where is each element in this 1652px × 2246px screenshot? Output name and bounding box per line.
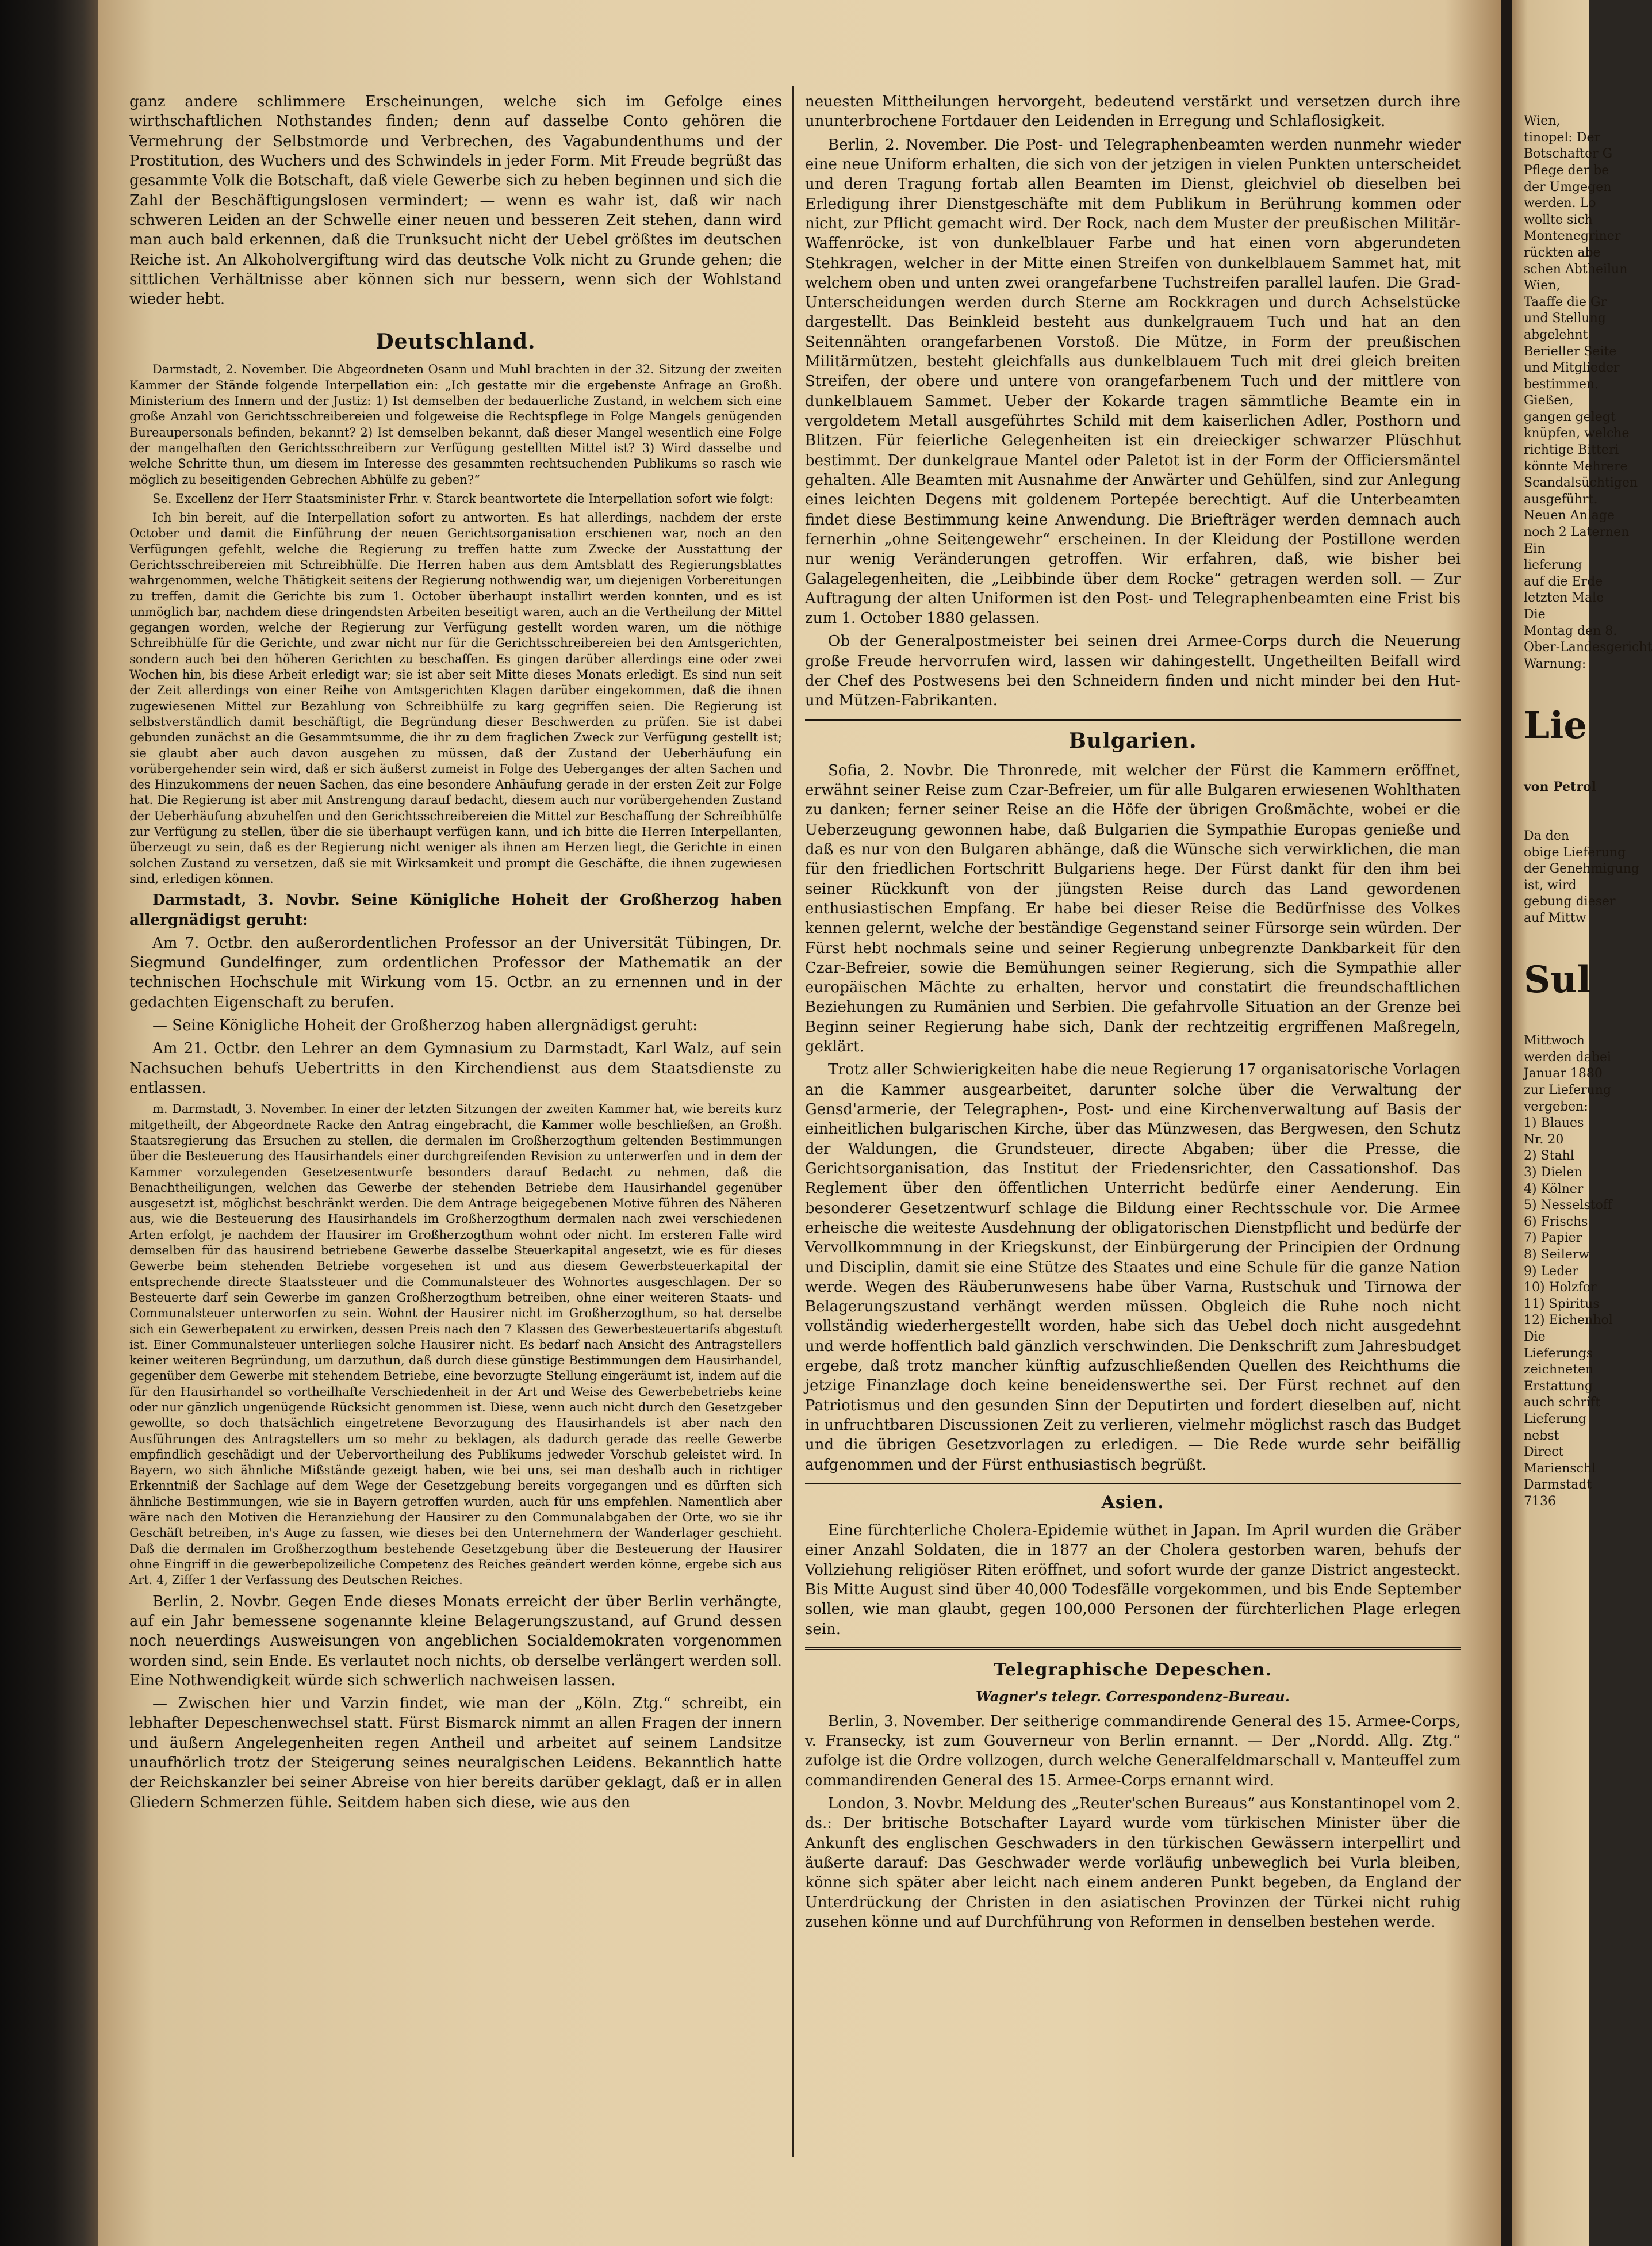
article-paragraph: — Seine Königliche Hoheit der Großherzog haben allergnädigst geruht: xyxy=(152,1017,698,1035)
article-darmstadt-ernennung: Darmstadt, 3. Novbr. Seine Königliche Hoheit der Großherzog haben allergnädigst geruht: xyxy=(129,891,782,929)
column-divider xyxy=(792,86,794,2157)
adjacent-page-ad-text-2: Mittwoch werden dabei Januar 1880 zur Lieferung vergeben: 1) Blaues Nr. 20 2) Stahl 3) Dielen 4) Kölner 5) Nesselstoff 6) Frischs 7) Papier 8) Seilerw 9) Leder 10) Holzfor 11) Spiritus 12) Eichenhol Die Lieferungs zeichneten Erstattung auch schrift Lieferung nebst Direct Marienschl Darmstadt 7136 xyxy=(1524,1034,1613,1509)
adjacent-page-ad-text: Da den obige Lieferung der Genehmigung ist, wird gebung dieser auf Mittw xyxy=(1524,828,1639,925)
page-gutter xyxy=(1501,0,1512,2246)
intro-paragraph: ganz andere schlimmere Erscheinungen, welche sich im Gefolge eines wirthschaftlichen Nothstandes finden; denn auf dasselbe Conto gehören die Vermehrung der Selbstmorde und Verbrechen, des Vagabundenthums und der Prostitution, des Wuchers und des Schwindels in jeder Form. Mit Freude begrüßt das gesammte Volk die Botschaft, daß viele Gewerbe sich zu heben beginnen und sich die Zahl der Beschäftigungslosen vermindert; — wenn es wahr ist, daß wir nach schweren Leiden an der Schwelle einer neuen und besseren Zeit stehen, dann wird man auch bald erkennen, daß die Trunksucht nicht der Uebel größtes im deutschen Reiche ist. An Alkoholvergiftung wird das deutsche Volk nicht zu Grunde gehen; die sittlichen Verhältnisse aber können sich nur bessern, wenn sich der Wohlstand wieder hebt. xyxy=(129,93,782,308)
book-spine xyxy=(0,0,98,2246)
newspaper-page xyxy=(98,0,1501,2246)
section-heading-bulgarien: Bulgarien. xyxy=(1068,728,1197,753)
article-sofia: Sofia, 2. Novbr. Die Thronrede, mit welcher der Fürst die Kammern eröffnet, erwähnt seiner Reise zum Czar-Befreier, um für alle Bulgaren erwiesenen Wohlthaten zu danken; ferner seiner Reise an die Höfe der übrigen Großmächte, wobei er die Ueberzeugung gewonnen habe, daß Bulgarien die Sympathie Europas genieße und daß es nur von den Bulgaren abhänge, daß die Wünsche sich verwirklichen, die man für den friedlichen Fortschritt Bulgariens hege. Der Fürst dankt für den ihm bei seiner Rückkunft von der jüngsten Reise durch das Land gewordenen enthusiastischen Empfang. Er habe bei dieser Reise die Bedürfnisse des Volkes kennen gelernt, welche der beständige Gegenstand seiner Fürsorge sein würden. Der Fürst hebt nochmals seine und seiner Regierung unbegrenzte Dankbarkeit für den Czar-Befreier, sowie die Bemühungen seiner Regierung, sich die Sympathie aller europäischen Mächte zu erhalten, hervor und constatirt die freundschaftlichen Beziehungen zu Rumänien und Serbien. Die gefahrvolle Situation an der Grenze bei Beginn seiner Regierung habe sich, Dank der rechtzeitig ergriffenen Maßregeln, geklärt. xyxy=(805,762,1461,1056)
article-paragraph: Trotz aller Schwierigkeiten habe die neue Regierung 17 organisatorische Vorlagen an die Kammer ausgearbeitet, darunter solche über die Verwaltung der Gensd'armerie, der Telegraphen-, Post- und eine Kirchenverwaltung auf Basis der einheitlichen bulgarischen Kirche, über das Münzwesen, das Bergwesen, den Schutz der Waldungen, die Grundsteuer, directe Abgaben; über die Presse, die Gerichtsorganisation, das Institut der Friedensrichter, den Cassationshof. Das Reglement über den öffentlichen Unterricht bedürfe einer Aenderung. Ein besonderer Gesetzentwurf schlage die Bildung einer Rechtsschule vor. Die Armee erheische die weiteste Ausdehnung der obligatorischen Dienstpflicht und bedürfe der Vervollkommnung in der Kriegskunst, der Einbürgerung der Principien der Ordnung und Disciplin, damit sie eine Stütze des Staates und eine Schule für die ganze Nation werde. Wegen des Räuberunwesens habe über Varna, Rustschuk und Tirnowa der Belagerungszustand verhängt werden müssen. Obgleich die Ruhe noch nicht vollständig wiederhergestellt worden, habe sich das Uebel doch nicht ausgedehnt und werde hoffentlich bald gänzlich verschwinden. Die Denkschrift zum Jahresbudget ergebe, daß trotz mancher künftig aufzuschließenden Quellen des Reichthums die jetzige Finanzlage doch keine beneidenswerthe sei. Der Fürst rechnet auf den Patriotismus und den gesunden Sinn der Deputirten und fordert dieselben auf, nicht in unfruchtbaren Discussionen Zeit zu verlieren, vielmehr möglichst rasch das Budget und die übrigen Gesetzvorlagen zu erledigen. — Die Rede wurde sehr beifällig aufgenommen und der Fürst enthusiastisch begrüßt. xyxy=(805,1061,1461,1474)
adjacent-page-column-top: Wien, tinopel: Der Botschafter G Pflege der be der Umgegen werden. Lo wollte sich Montenegriner rückten abe schen Abtheilun Wien, Taaffe die Gr und Stellung abgelehnt Berieller Seite und Mitglieder bestimmen. Gießen, gangen gelegt knüpfen, welche richtige Bitteri könnte Mehrere Scandalsüchtigen ausgeführt. Neuen Anlage noch 2 Laternen Ein lieferung auf die Erde letzten Male Die Montag den 8. Ober-Landesgericht Warnung: xyxy=(1524,114,1652,671)
adjacent-page-ad-title-2: Sul xyxy=(1524,958,1592,1001)
article-berlin-bismarck: — Zwischen hier und Varzin findet, wie man der „Köln. Ztg.“ schreibt, ein lebhafter Depeschenwechsel statt. Fürst Bismarck nimmt an allen Fragen der innern und äußern Angelegenheiten regen Antheil und arbeitet auf seinem Landsitze unaufhörlich trotz der Steigerung seines neuralgischen Leidens. Bekanntlich hatte der Reichskanzler bei seiner Abreise von hier bereits darüber geklagt, daß er in allen Gliedern Schmerzen fühle. Seitdem haben sich diese, wie aus den xyxy=(129,1695,782,1811)
divider xyxy=(129,317,782,322)
article-paragraph: Am 7. Octbr. den außerordentlichen Professor an der Universität Tübingen, Dr. Siegmund Gundelfinger, zum ordentlichen Professor der Mathematik an der technischen Hochschule mit Wirkung vom 15. Octbr. an zu ernennen und in der gedachten Eigenschaft zu berufen. xyxy=(129,934,782,1011)
article-paragraph: Am 21. Octbr. den Lehrer an dem Gymnasium zu Darmstadt, Karl Walz, auf sein Nachsuchen behufs Uebertritts in den Kirchendienst aus dem Staatsdienste zu entlassen. xyxy=(129,1040,782,1097)
left-column xyxy=(129,92,782,1816)
section-heading-asien: Asien. xyxy=(1101,1492,1164,1513)
article-paragraph: Ob der Generalpostmeister bei seinen drei Armee-Corps durch die Neuerung große Freude hervorrufen wird, lassen wir dahingestellt. Ungetheilten Beifall wird der Chef des Postwesens bei den Schneidern finden und nicht minder bei den Hut- und Mützen-Fabrikanten. xyxy=(805,633,1461,710)
section-heading-deutschland: Deutschland. xyxy=(375,330,536,354)
bureau-subheading: Wagner's telegr. Correspondenz-Bureau. xyxy=(976,1688,1290,1705)
article-darmstadt-interpellation: Darmstadt, 2. November. Die Abgeordneten Osann und Muhl brachten in der 32. Sitzung der zweiten Kammer der Stände folgende Interpellation ein: „Ich gestatte mir die ergebenste Anfrage an Großh. Ministerium des Innern und der Justiz: 1) Ist demselben der bedauerliche Zustand, in welchem sich eine große Anzahl von Gerichtsschreibereien und folgeweise die Rechtspflege in Folge Mangels genügenden Bureaupersonals befinden, bekannt? 2) Ist demselben bekannt, daß dieser Mangel wesentlich eine Folge der mangelhaften den Gerichtsschreibern zur Verfügung gestellten Mittel ist? 3) Wird dasselbe und welche Schritte thun, um diesem im Interesse des gesammten rechtsuchenden Publikums so rasch wie möglich zu beseitigenden Gebrechen Abhülfe zu geben?“ xyxy=(129,362,782,487)
adjacent-page-text xyxy=(1524,81,1652,1543)
article-paragraph: Ich bin bereit, auf die Interpellation sofort zu antworten. Es hat allerdings, nachdem der erste October und damit die Einführung der neuen Gerichtsorganisation erschienen war, noch an den Verfügungen gefehlt, welche die Regierung zu treffen hatte zum Zwecke der Ausstattung der Gerichtsschreibereien mit Schreibhülfe. Die Herren haben aus dem Amtsblatt des Regierungsblattes wahrgenommen, welche Thätigkeit seitens der Regierung nothwendig war, um diejenigen Vorbereitungen zu treffen, damit die Gerichte bis zum 1. October überhaupt installirt werden konnten, und es ist unmöglich bar, nachdem diese dringendsten Arbeiten beseitigt waren, auch an die Vertheilung der Mittel gegangen worden, welche der Regierung zur Verfügung gestellt worden waren, um die nöthige Schreibhülfe für die Gerichte, und zwar nicht nur für die Gerichtsschreibereien bei den Amtsgerichten, sondern auch bei den höheren Gerichten zu beschaffen. Es gingen darüber allerdings eine oder zwei Wochen hin, bis diese Arbeit erledigt war; sie ist aber seit Mitte dieses Monats erledigt. Es sind nun seit der Zeit allerdings von einer Reihe von Amtsgerichten Klagen darüber eingekommen, daß die ihnen zugewiesenen Mittel zur Bezahlung von Schreibhülfe zu karg gegriffen seien. Die Regierung ist selbstverständlich damit beschäftigt, die Begründung dieser Beschwerden zu prüfen. Sie ist dabei gebunden zunächst an die Gesammtsumme, die ihr zu dem fraglichen Zweck zur Verfügung gestellt ist; sie glaubt aber auch davon ausgehen zu müssen, daß der Zustand der Ueberhäufung ein vorübergehender sein wird, daß er sich äußerst zumeist in Folge des Ueberganges der alten Sachen und des Hinzukommens der neuen Sachen, das eine besondere Anhäufung gerade in der ersten Zeit zur Folge hat. Die Regierung ist aber mit Anstrengung darauf bedacht, diesem auch nur vorübergehenden Zustand der Ueberhäufung abzuhelfen und den Gerichtsschreibereien die Mittel zur Beschaffung der Schreibhülfe zur Verfügung zu stellen, über die sie überhaupt verfügen kann, und ich bitte die Herren Interpellanten, überzeugt zu sein, daß es der Regierung nicht weniger als ihnen am Herzen liegt, die Gerichte in einen solchen Zustand zu versetzen, daß sie mit Wirksamkeit und prompt die Geschäfte, die ihnen zugewiesen sind, erledigen können. xyxy=(129,511,782,886)
adjacent-page-fragment xyxy=(1512,0,1652,2246)
right-column xyxy=(805,92,1461,1935)
article-berlin-fransecky: Berlin, 3. November. Der seitherige commandirende General des 15. Armee-Corps, v. Fransecky, ist zum Gouverneur von Berlin ernannt. — Der „Nordd. Allg. Ztg.“ zufolge ist die Ordre vollzogen, durch welche Generalfeldmarschall v. Manteuffel zum commandirenden General des 15. Armee-Corps ernannt wird. xyxy=(805,1712,1461,1789)
divider xyxy=(805,1647,1461,1652)
article-japan-cholera: Eine fürchterliche Cholera-Epidemie wüthet in Japan. Im April wurden die Gräber einer Anzahl Soldaten, die in 1877 an der Cholera gestorben waren, behufs der Vollziehung religiöser Riten eröffnet, und sofort wurde der ganze District angesteckt. Bis Mitte August sind über 40,000 Todesfälle vorgekommen, und bis Ende September sollen, wie man glaubt, gegen 100,000 Personen der fürchterlichen Plage erlegen sein. xyxy=(805,1521,1461,1638)
adjacent-page-ad-subtitle: von Petrol xyxy=(1524,779,1596,795)
article-berlin-uniform: Berlin, 2. November. Die Post- und Telegraphenbeamten werden nunmehr wieder eine neue Uniform erhalten, die sich von der jetzigen in vielen Punkten unterscheidet und deren Tragung fortab allen Beamten im Dienst, gleichviel ob dieselben bei Erledigung ihrer Dienstgeschäfte mit dem Publikum in Berührung kommen oder nicht, zur Pflicht gemacht wird. Der Rock, nach dem Muster der preußischen Militär-Waffenröcke, ist von dunkelblauer Farbe und hat einen vorn abgerundeten Stehkragen, welcher in der Mitte einen Streifen von dunkelblauem Sammet hat, mit welchem oben und unten zwei orangefarbene Tuchstreifen parallel laufen. Die Grad-Unterscheidungen werden durch Sterne am Rockkragen und durch Achselstücke dargestellt. Das Beinkleid besteht aus dunkelgrauem Tuch und hat an den Seitennähten orangefarbenen Vorstoß. Die Mütze, in Form der preußischen Militärmützen, besteht gleichfalls aus dunkelblauem Tuch mit drei gleich breiten Streifen, der obere und untere von orangefarbenem Tuch und der mittlere von dunkelblauem Sammet. Ueber der Kokarde tragen sämmtliche Beamte ein in vergoldetem Metall ausgeführtes Schild mit dem kaiserlichen Adler, Posthorn und Blitzen. Für feierliche Gelegenheiten ist ein dreieckiger schwarzer Plüschhut bestimmt. Der dunkelgraue Mantel oder Paletot ist in der Form der Officiersmäntel gehalten. Alle Beamten mit Ausnahme der Anwärter und Gehülfen, sind zur Anlegung eines leichten Degens mit goldenem Portepée berechtigt. Auf die Unterbeamten findet diese Bestimmung keine Anwendung. Die Briefträger werden demnach auch fernerhin „ohne Seitengewehr“ erscheinen. In der Kleidung der Postillone werden nur wenig Veränderungen getroffen. Wir erfahren, daß, wie bisher bei Galagelegenheiten, die „Leibbinde über dem Rocke“ getragen werden soll. — Zur Auftragung der alten Uniformen ist den Post- und Telegraphenbeamten eine Frist bis zum 1. October 1880 gelassen. xyxy=(805,136,1461,627)
adjacent-page-ad-title: Lie xyxy=(1524,703,1588,747)
article-berlin-belagerung: Berlin, 2. Novbr. Gegen Ende dieses Monats erreicht der über Berlin verhängte, auf ein Jahr bemessene sogenannte kleine Belagerungszustand, auf Grund dessen noch neuerdings Ausweisungen von angeblichen Socialdemokraten vorgenommen worden sind, sein Ende. Es verlautet noch nichts, ob derselbe verlängert werden soll. Eine Nothwendigkeit würde sich schwerlich nachweisen lassen. xyxy=(129,1593,782,1689)
article-london: London, 3. Novbr. Meldung des „Reuter'schen Bureaus“ aus Konstantinopel vom 2. ds.: Der britische Botschafter Layard wurde vom türkischen Minister über die Ankunft des englischen Geschwaders in den türkischen Gewässern interpellirt und äußerte darauf: Das Geschwader werde vorläufig unbeweglich bei Vurla bleiben, könne sich später aber leicht nach einem anderen Punkt begeben, da England der Unterdrückung der Christen in den asiatischen Provinzen der Türkei nicht ruhig zusehen könne und auf Durchführung von Reformen in denselben bestehen werde. xyxy=(805,1795,1461,1931)
divider xyxy=(805,719,1461,721)
article-darmstadt-hausirhandel: m. Darmstadt, 3. November. In einer der letzten Sitzungen der zweiten Kammer hat, wie bereits kurz mitgetheilt, der Abgeordnete Racke den Antrag eingebracht, die Kammer wolle beschließen, an Großh. Staatsregierung das Ersuchen zu stellen, die dermalen im Großherzogthum geltenden Bestimmungen über die Besteuerung des Hausirhandels einer durchgreifenden Revision zu unterwerfen und in dem der Kammer vorzulegenden Gesetzesentwurfe besonders darauf Bedacht zu nehmen, daß die Benachtheiligungen, welchen das Gewerbe der stehenden Betriebe dem Hausirhandel gegenüber ausgesetzt ist, möglichst beschränkt werden. Die dem Antrage beigegebenen Motive führen des Näheren aus, wie die Besteuerung des Hausirhandels im Großherzogthum dermalen nach zwei verschiedenen Arten erfolgt, je nachdem der Hausirer im Großherzogthum wohnt oder nicht. Im ersteren Falle wird demselben für das hausirend betriebene Gewerbe dasselbe Steuerkapital angesetzt, wie es für dieses Gewerbe beim stehenden Betriebe vorgesehen ist und aus diesem Gewerbsteuerkapital der entsprechende directe Staatssteuer und die Communalsteuer des Wohnortes ausgeschlagen. Der so Besteuerte darf sein Gewerbe im ganzen Großherzogthum betreiben, ohne einer weiteren Staats- und Communalsteuer unterworfen zu sein. Wohnt der Hausirer nicht im Großherzogthum, so hat derselbe sich ein Gewerbepatent zu erwirken, dessen Preis nach den 7 Klassen des Gewerbesteuertarifs abgestuft ist. Einer Communalsteuer unterliegen solche Hausirer nicht. Es bedarf nach Ansicht des Antragstellers keiner weiteren Begründung, um darzuthun, daß durch diese günstige Bestimmungen dem Hausirhandel, gegenüber dem Gewerbe mit stehendem Betriebe, eine bevorzugte Stellung eingeräumt ist, indem auf die für den Hausirhandel so vortheilhafte Verschiedenheit in der Art und Weise des Gewerbebetriebs keine oder nur gänzlich ungenügende Rücksicht genommen ist. Diese, wenn auch nicht durch den Gesetzgeber gewollte, so doch thatsächlich eingetretene Bevorzugung des Hausirhandels ist aber nach den Ausführungen des Antragstellers um so mehr zu beklagen, als dadurch gerade das reelle Gewerbe empfindlich geschädigt und der Uebervortheilung des Publikums jedweder Vorschub geleistet wird. In Bayern, wo sich ähnliche Mißstände gezeigt haben, wie bei uns, sei man deshalb auch in richtiger Erkenntniß der Sachlage auf dem Wege der Gesetzgebung bereits vorgegangen und es dürften sich ähnliche Bestimmungen, wie sie in Bayern getroffen wurden, auch für uns empfehlen. Namentlich aber wäre nach den Motiven die Heranziehung der Hausirer zu den Communalabgaben der Orte, wo sie ihr Geschäft betreiben, in's Auge zu fassen, wie dieses bei den Unternehmern der Wanderlager geschieht. Daß die dermalen im Großherzogthum bestehende Gesetzgebung über die Besteuerung der Hausirer ohne Eingriff in die gewerbepolizeiliche Competenz des Reiches geändert werden könne, ergebe sich aus Art. 4, Ziffer 1 der Verfassung des Deutschen Reiches. xyxy=(129,1102,782,1587)
continued-paragraph: neuesten Mittheilungen hervorgeht, bedeutend verstärkt und versetzen durch ihre ununterbrochene Fortdauer den Leidenden in Erregung und Schlaflosigkeit. xyxy=(805,93,1461,131)
article-paragraph: Se. Excellenz der Herr Staatsminister Frhr. v. Starck beantwortete die Interpellation sofort wie folgt: xyxy=(152,491,773,506)
section-heading-telegraphische-depeschen: Telegraphische Depeschen. xyxy=(994,1659,1272,1680)
divider xyxy=(805,1483,1461,1484)
